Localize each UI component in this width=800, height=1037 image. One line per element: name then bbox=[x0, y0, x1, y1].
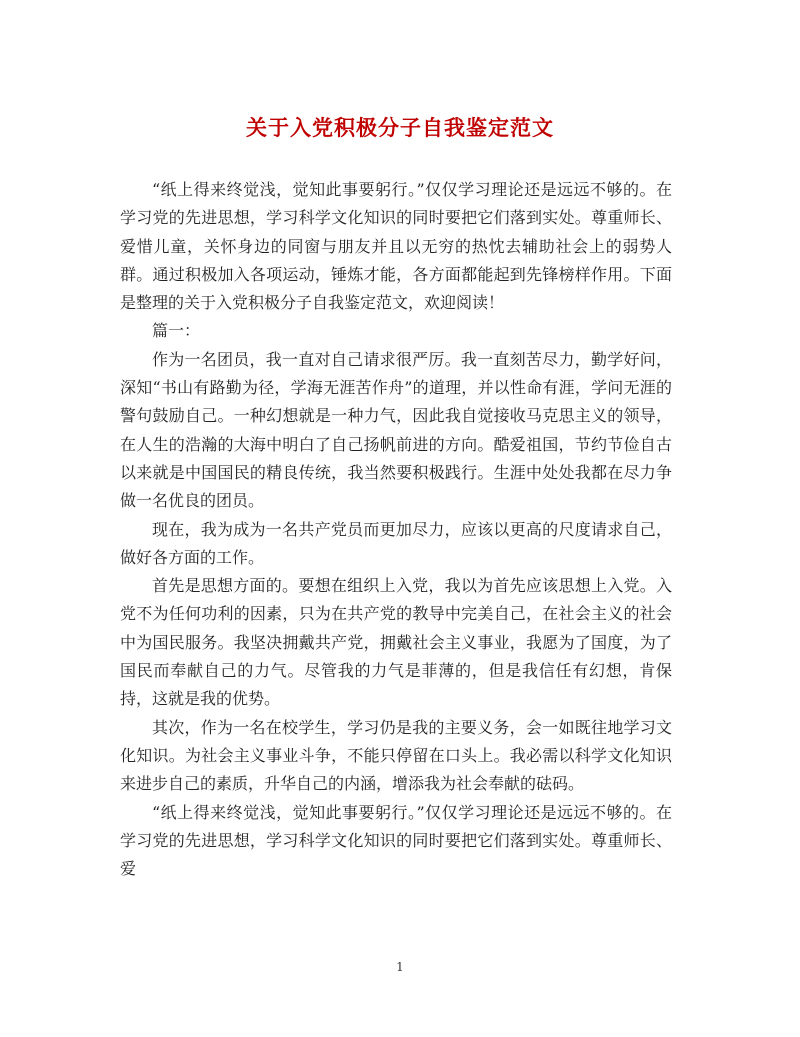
paragraph-thought: 首先是思想方面的。要想在组织上入党，我以为首先应该思想上入党。入党不为任何功利的因素，只为在共产党的教导中完美自己，在社会主义的社会中为国民服务。我坚决拥戴共产党，拥戴社会主义事业，我愿为了国度，为了国民而奉献自己的力气。尽管我的力气是菲薄的，但是我信任有幻想，肯保持，这就是我的优势。 bbox=[120, 576, 672, 709]
paragraph-intro: “纸上得来终觉浅，觉知此事要躬行。”仅仅学习理论还是远远不够的。在学习党的先进思想，学习科学文化知识的同时要把它们落到实处。尊重师长、爱惜儿童，关怀身边的同窗与朋友并且以无穷的热忱去辅助社会上的弱势人群。通过积极加入各项运动，锤炼才能，各方面都能起到先锋榜样作用。下面是整理的关于入党积极分子自我鉴定范文，欢迎阅读！ bbox=[120, 180, 672, 313]
paragraph-now: 现在，我为成为一名共产党员而更加尽力，应该以更高的尺度请求自己，做好各方面的工作。 bbox=[120, 519, 672, 567]
paragraph-league-member: 作为一名团员，我一直对自己请求很严厉。我一直刻苦尽力，勤学好问，深知“书山有路勤为径，学海无涯苦作舟”的道理，并以性命有涯，学问无涯的警句鼓励自己。一种幻想就是一种力气，因此我自觉接收马克思主义的领导，在人生的浩瀚的大海中明白了自己扬帆前进的方向。酷爱祖国，节约节俭自古以来就是中国国民的精良传统，我当然要积极践行。生涯中处处我都在尽力争做一名优良的团员。 bbox=[120, 349, 672, 511]
section-heading: 篇一： bbox=[152, 321, 201, 341]
page-number: 1 bbox=[396, 960, 404, 974]
paragraph-study: 其次，作为一名在校学生，学习仍是我的主要义务，会一如既往地学习文化知识。为社会主义事业斗争，不能只停留在口头上。我必需以科学文化知识来进步自己的素质，升华自己的内涵，增添我为社会奉献的砝码。 bbox=[120, 717, 672, 794]
paragraph-practice: “纸上得来终觉浅，觉知此事要躬行。”仅仅学习理论还是远远不够的。在学习党的先进思想，学习科学文化知识的同时要把它们落到实处。尊重师长、爱 bbox=[120, 802, 672, 879]
document-title: 关于入党积极分子自我鉴定范文 bbox=[246, 115, 554, 140]
document-body bbox=[120, 176, 672, 883]
